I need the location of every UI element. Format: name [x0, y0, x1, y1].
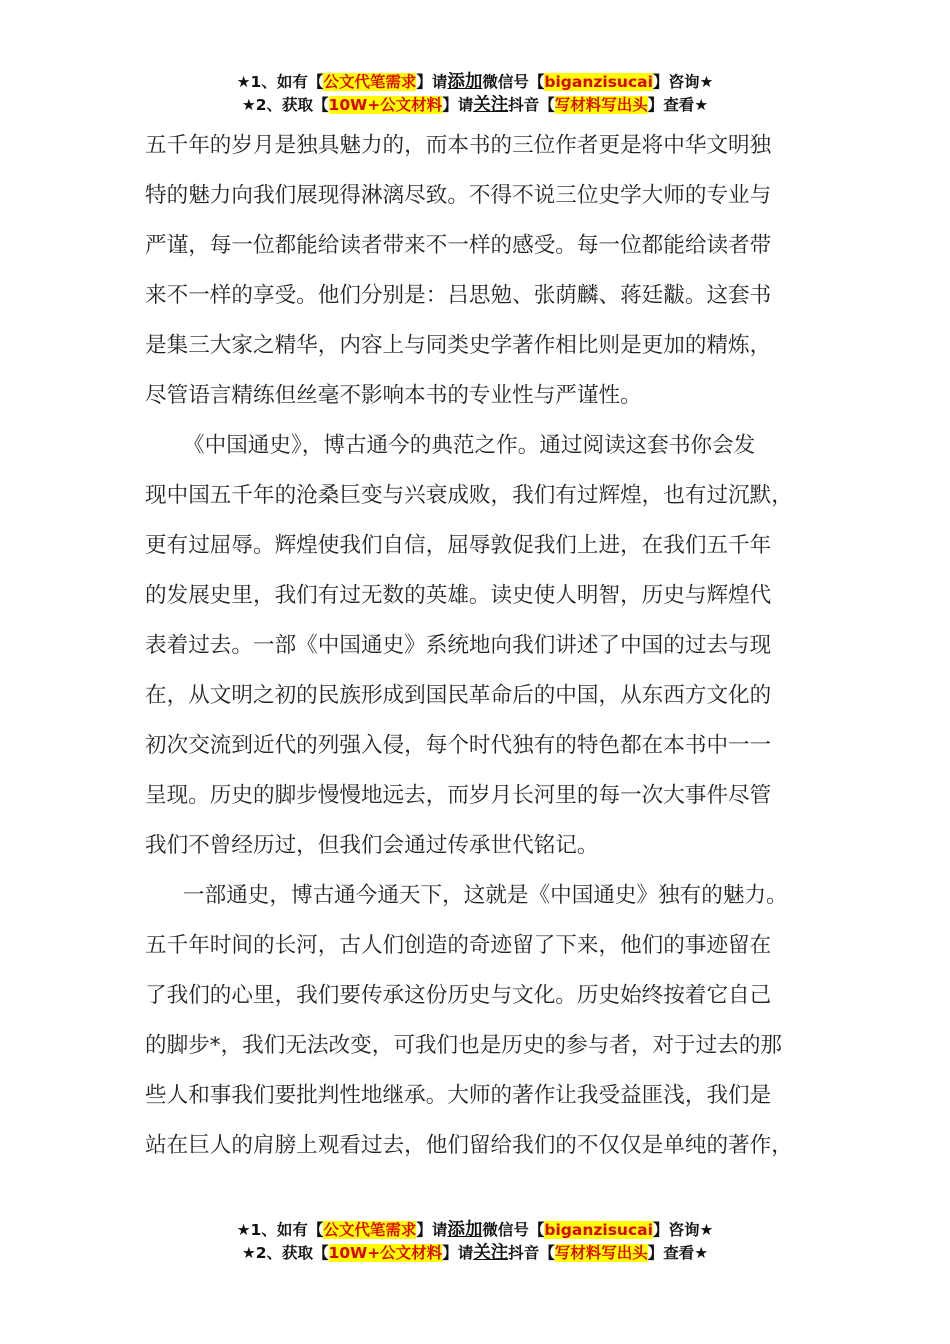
highlight-materials: 10W+公文材料 — [328, 96, 443, 114]
text-line: 些人和事我们要批判性地继承。大师的著作让我受益匪浅，我们是 — [145, 1083, 772, 1108]
text-line: 五千年的岁月是独具魅力的，而本书的三位作者更是将中华文明独 — [145, 133, 772, 158]
text-line: 现中国五千年的沧桑巨变与兴衰成败，我们有过辉煌，也有过沉默， — [145, 483, 793, 508]
text-line: 尽管语言精练但丝毫不影响本书的专业性与严谨性。 — [145, 383, 642, 408]
highlight-wechat-id: biganzisucai — [544, 1221, 653, 1239]
highlight-service: 公文代笔需求 — [323, 1221, 417, 1239]
highlight-service: 公文代笔需求 — [323, 73, 417, 91]
text-line: 《中国通史》，博古通今的典范之作。通过阅读这套书你会发 — [183, 433, 756, 458]
highlight-materials: 10W+公文材料 — [328, 1244, 443, 1262]
emphasis-follow: 关注 — [473, 1243, 509, 1263]
text-line: 我们不曾经历过，但我们会通过传承世代铭记。 — [145, 833, 599, 858]
highlight-douyin-account: 写材料写出头 — [554, 96, 648, 114]
text-line: 严谨，每一位都能给读者带来不一样的感受。每一位都能给读者带 — [145, 233, 772, 258]
text-line: 初次交流到近代的列强入侵，每个时代独有的特色都在本书中一一 — [145, 733, 772, 758]
text-line: 一部通史，博古通今通天下，这就是《中国通史》独有的魅力。 — [183, 883, 788, 908]
footer-banner — [0, 1219, 950, 1265]
paragraph-2 — [145, 421, 811, 871]
text-line: 站在巨人的肩膀上观看过去，他们留给我们的不仅仅是单纯的著作， — [145, 1133, 793, 1158]
banner-line-1: ★1、如有【公文代笔需求】请添加微信号【biganzisucai】咨询★ — [236, 72, 714, 92]
paragraph-3 — [145, 871, 811, 1171]
highlight-douyin-account: 写材料写出头 — [554, 1244, 648, 1262]
text-line: 了我们的心里，我们要传承这份历史与文化。历史始终按着它自己 — [145, 983, 772, 1008]
text-line: 表着过去。一部《中国通史》系统地向我们讲述了中国的过去与现 — [145, 633, 772, 658]
text-line: 是集三大家之精华，内容上与同类史学著作相比则是更加的精炼， — [145, 333, 772, 358]
highlight-wechat-id: biganzisucai — [544, 73, 653, 91]
banner-line-2: ★2、获取【10W+公文材料】请关注抖音【写材料写出头】查看★ — [241, 95, 709, 115]
emphasis-add: 添加 — [447, 72, 483, 92]
text-line: 在，从文明之初的民族形成到国民革命后的中国，从东西方文化的 — [145, 683, 772, 708]
banner-line-2: ★2、获取【10W+公文材料】请关注抖音【写材料写出头】查看★ — [241, 1243, 709, 1263]
paragraph-1 — [145, 121, 811, 421]
banner-line-1: ★1、如有【公文代笔需求】请添加微信号【biganzisucai】咨询★ — [236, 1220, 714, 1240]
text-line: 特的魅力向我们展现得淋漓尽致。不得不说三位史学大师的专业与 — [145, 183, 772, 208]
header-banner — [0, 71, 950, 117]
document-body — [145, 121, 811, 1171]
text-line: 更有过屈辱。辉煌使我们自信，屈辱敦促我们上进，在我们五千年 — [145, 533, 772, 558]
text-line: 的脚步*，我们无法改变，可我们也是历史的参与者，对于过去的那 — [145, 1033, 783, 1058]
text-line: 来不一样的享受。他们分别是：吕思勉、张荫麟、蒋廷黻。这套书 — [145, 283, 772, 308]
emphasis-follow: 关注 — [473, 95, 509, 115]
text-line: 五千年时间的长河，古人们创造的奇迹留了下来，他们的事迹留在 — [145, 933, 772, 958]
emphasis-add: 添加 — [447, 1220, 483, 1240]
text-line: 的发展史里，我们有过无数的英雄。读史使人明智，历史与辉煌代 — [145, 583, 772, 608]
text-line: 呈现。历史的脚步慢慢地远去，而岁月长河里的每一次大事件尽管 — [145, 783, 772, 808]
